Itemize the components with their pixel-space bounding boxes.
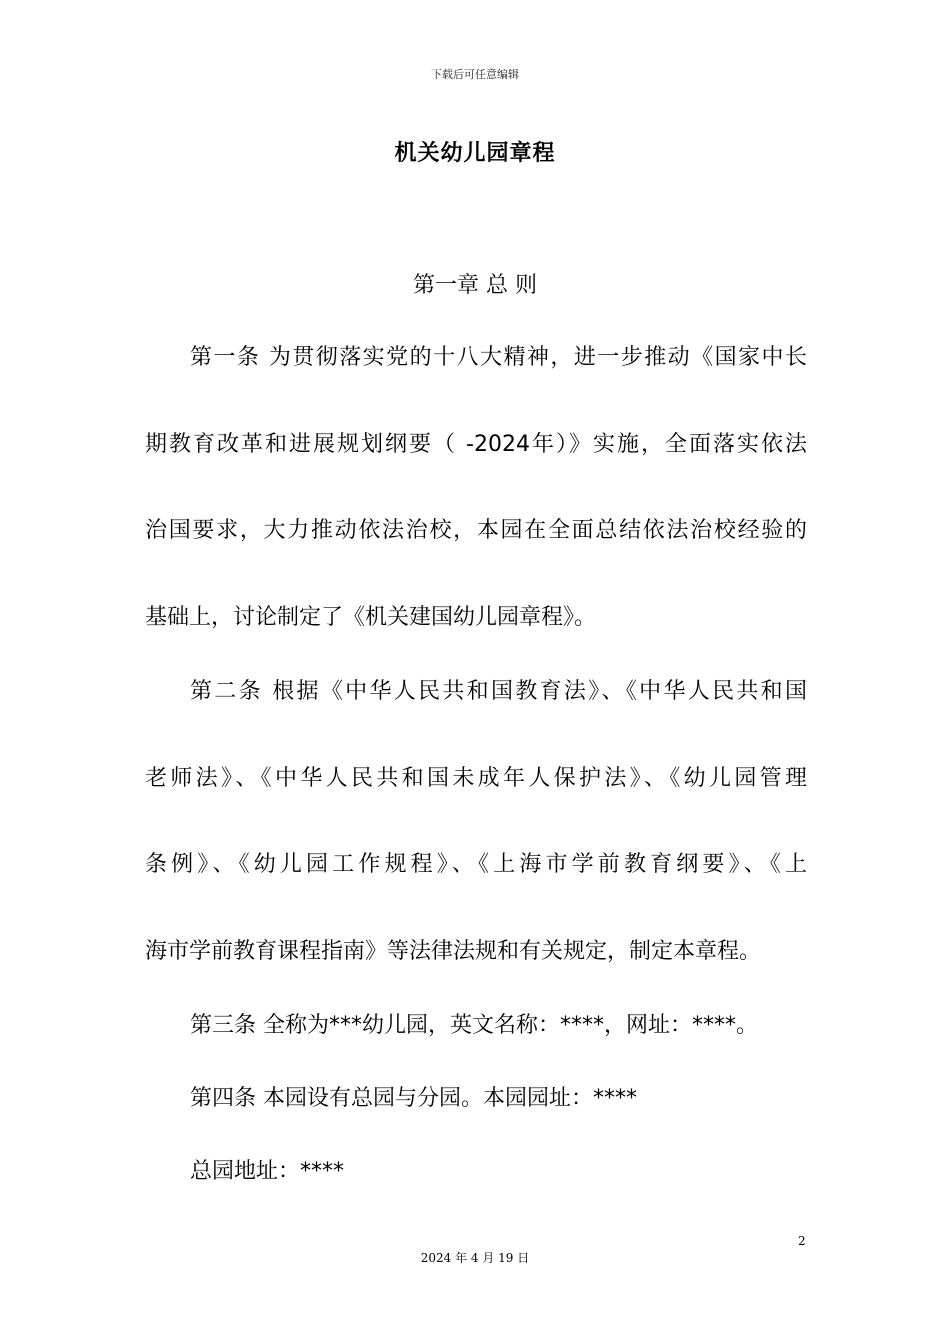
chapter-heading: 第一章 总 则: [413, 273, 537, 298]
article-2-line-4: 海市学前教育课程指南》等法律法规和有关规定，制定本章程。: [145, 939, 762, 964]
article-2-line-2: 老师法》、《中华人民共和国未成年人保护法》、《幼儿园管理: [145, 766, 807, 791]
page-header-note: 下载后可任意编辑: [431, 68, 519, 81]
article-2-line-1: 第二条 根据《中华人民共和国教育法》、《中华人民共和国: [190, 679, 807, 704]
main-campus-address: 总园地址：****: [190, 1159, 345, 1184]
page-number: 2: [798, 1234, 806, 1248]
article-1-line-3: 治国要求，大力推动依法治校，本园在全面总结依法治校经验的: [145, 518, 807, 543]
article-2-line-3: 条例》、《幼儿园工作规程》、《上海市学前教育纲要》、《上: [145, 852, 807, 877]
article-1-line-4: 基础上，讨论制定了《机关建国幼儿园章程》。: [145, 605, 597, 630]
footer-date: 2024 年 4 月 19 日: [420, 1251, 530, 1265]
article-1-line-2: 期教育改革和进展规划纲要（ -2024年）》实施，全面落实依法: [145, 432, 807, 457]
article-3-line-1: 第三条 全称为***幼儿园，英文名称：****，网址：****。: [190, 1013, 758, 1038]
article-1-line-1: 第一条 为贯彻落实党的十八大精神，进一步推动《国家中长: [190, 345, 807, 370]
article-4-line-1: 第四条 本园设有总园与分园。本园园址：****: [190, 1086, 637, 1111]
document-title: 机关幼儿园章程: [394, 141, 556, 166]
